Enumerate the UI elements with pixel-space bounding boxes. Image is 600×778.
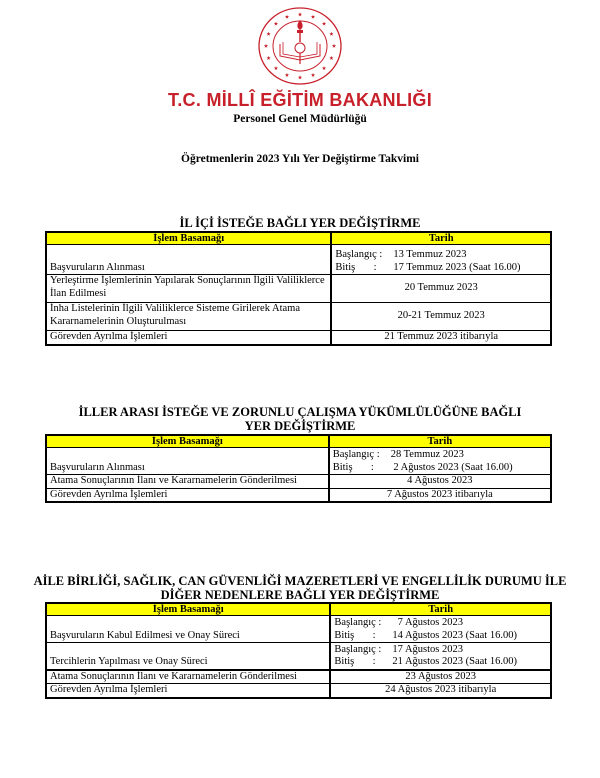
table-row: Atama Sonuçlarının İlanı ve Kararnamelerin Gönderilmesi 4 Ağustos 2023 [46, 475, 551, 489]
schedule-table-il-ici [45, 231, 552, 346]
emblem-star-icon [322, 22, 326, 26]
table-row: Tercihlerin Yapılması ve Onay Süreci Başlangıç : 17 Ağustos 2023 Bitiş : 21 Ağustos 2023 (Saat 16.00) [46, 643, 551, 670]
emblem-star-icon [264, 44, 268, 48]
table-header-row [46, 232, 551, 245]
ministry-emblem-logo [257, 6, 343, 86]
table-row: Görevden Ayrılma İşlemleri 21 Temmuz 2023 itibarıyla [46, 331, 551, 345]
table-row: Atama Sonuçlarının İlanı ve Kararnamelerin Gönderilmesi 23 Ağustos 2023 [46, 670, 551, 684]
emblem-star-icon [322, 66, 326, 70]
table-header-row: İşlem Basamağı Tarih [46, 435, 551, 448]
section-title-aile-birligi: AİLE BİRLİĞİ, SAĞLIK, CAN GÜVENLİĞİ MAZERETLERİ VE ENGELLİLİK DURUMU İLE DİĞER NEDENLERE BAĞLI YER DEĞİŞTİRME [33, 574, 567, 602]
col-header-step: İşlem Basamağı [46, 232, 331, 245]
emblem-star-icon [332, 44, 336, 48]
table-row: Görevden Ayrılma İşlemleri 7 Ağustos 2023 itibarıyla [46, 488, 551, 502]
emblem-star-icon [267, 56, 271, 60]
table-row: Başvuruların Alınması Başlangıç : 28 Temmuz 2023 Bitiş : 2 Ağustos 2023 (Saat 16.00) [46, 448, 551, 475]
schedule-table-aile-birligi [45, 602, 552, 699]
ministry-name: T.C. MİLLÎ EĞİTİM BAKANLIĞI [167, 90, 433, 110]
table-row: Başvuruların Kabul Edilmesi ve Onay Süreci Başlangıç : 7 Ağustos 2023 Bitiş : 14 Ağustos 2023 (Saat 16.00) [46, 616, 551, 643]
emblem-star-icon [267, 32, 271, 36]
emblem-star-icon [329, 56, 333, 60]
emblem-star-icon [274, 22, 278, 26]
table-row: İnha Listelerinin İlgili Valiliklerce Sisteme Girilerek Atama Kararnamelerinin Oluşturulması 20-21 Temmuz 2023 [46, 303, 551, 331]
department-name: Personel Genel Müdürlüğü [233, 113, 367, 125]
emblem-star-icon [329, 32, 333, 36]
section-title-il-ici: İL İÇİ İSTEĞE BAĞLI YER DEĞİŞTİRME [179, 216, 421, 230]
emblem-star-icon [298, 75, 302, 79]
section-title-iller-arasi: İLLER ARASI İSTEĞE VE ZORUNLU ÇALIŞMA YÜKÜMLÜLÜĞÜNE BAĞLI YER DEĞİŞTİRME [78, 405, 522, 433]
table-row: Yerleştirme İşlemlerinin Yapılarak Sonuçlarının İlgili Valiliklerce İlan Edilmesi 20 Temmuz 2023 [46, 275, 551, 303]
schedule-table-iller-arasi [45, 434, 552, 503]
emblem-star-icon [285, 15, 289, 19]
table-row: Başvuruların Alınması Başlangıç : 13 Temmuz 2023 Bitiş : 17 Temmuz 2023 (Saat 16.00) [46, 245, 551, 275]
document-title: Öğretmenlerin 2023 Yılı Yer Değiştirme Takvimi [181, 153, 419, 165]
emblem-star-icon [285, 73, 289, 77]
table-row: Görevden Ayrılma İşlemleri 24 Ağustos 2023 itibarıyla [46, 684, 551, 698]
emblem-star-icon [311, 15, 315, 19]
emblem-star-icon [311, 73, 315, 77]
emblem-star-icon [274, 66, 278, 70]
table-header-row: İşlem Basamağı Tarih [46, 603, 551, 616]
emblem-star-icon [298, 12, 302, 16]
col-header-date: Tarih [331, 232, 551, 245]
